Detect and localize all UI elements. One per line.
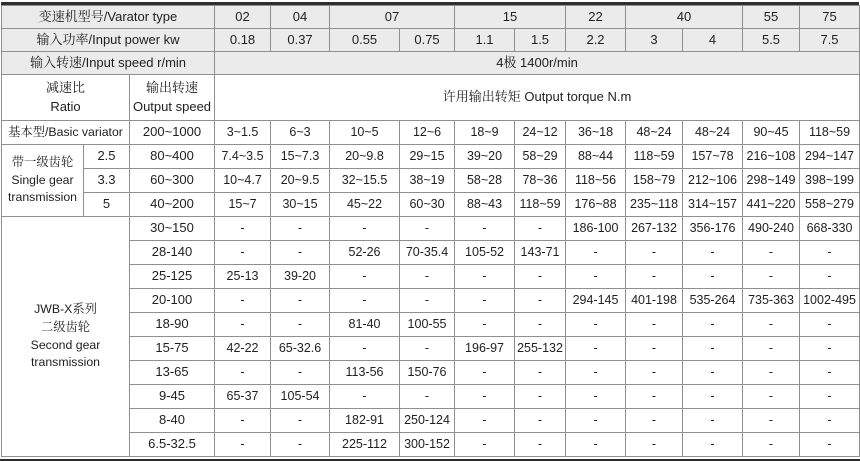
torque-cell: 65-32.6	[271, 337, 330, 361]
torque-cell: 294~147	[800, 145, 860, 169]
torque-cell: 39~20	[455, 145, 515, 169]
torque-cell: 186-100	[566, 217, 626, 241]
torque-cell: 558~279	[800, 193, 860, 217]
type-cell: 07	[330, 6, 455, 29]
torque-cell: 401-198	[626, 289, 683, 313]
torque-cell: 39-20	[271, 265, 330, 289]
torque-cell: -	[800, 385, 860, 409]
torque-cell: -	[683, 409, 743, 433]
second-gear-label: JWB-X系列 二级齿轮 Second gear transmission	[2, 217, 130, 457]
torque-cell: -	[743, 385, 800, 409]
output-speed-cell: 80~400	[130, 145, 215, 169]
torque-cell: -	[400, 265, 455, 289]
torque-cell: -	[626, 241, 683, 265]
torque-cell: -	[566, 409, 626, 433]
varator-type-label: 变速机型号/Varator type	[2, 6, 215, 29]
torque-cell: 45~22	[330, 193, 400, 217]
type-cell: 02	[215, 6, 271, 29]
torque-cell: -	[743, 433, 800, 457]
input-power-label: 输入功率/Input power kw	[2, 29, 215, 52]
power-cell: 2.2	[566, 29, 626, 52]
torque-cell: 12~6	[400, 121, 455, 145]
torque-cell: 18~9	[455, 121, 515, 145]
torque-cell: 267-132	[626, 217, 683, 241]
torque-cell: -	[215, 241, 271, 265]
torque-cell: -	[455, 313, 515, 337]
torque-cell: -	[683, 265, 743, 289]
input-speed-label: 输入转速/Input speed r/min	[2, 52, 215, 75]
output-speed-cell: 25-125	[130, 265, 215, 289]
torque-cell: -	[626, 433, 683, 457]
type-cell: 22	[566, 6, 626, 29]
output-speed-cell: 18-90	[130, 313, 215, 337]
torque-cell: 7.4~3.5	[215, 145, 271, 169]
torque-cell: -	[743, 241, 800, 265]
power-cell: 0.18	[215, 29, 271, 52]
torque-cell: -	[626, 385, 683, 409]
torque-cell: 668-330	[800, 217, 860, 241]
table-frame	[1, 2, 859, 457]
torque-cell: -	[743, 337, 800, 361]
torque-cell: -	[515, 361, 566, 385]
torque-cell: -	[626, 361, 683, 385]
torque-cell: -	[400, 289, 455, 313]
torque-cell: 441~220	[743, 193, 800, 217]
torque-cell: 300-152	[400, 433, 455, 457]
output-speed-cell: 13-65	[130, 361, 215, 385]
torque-cell: 70-35.4	[400, 241, 455, 265]
torque-cell: -	[400, 337, 455, 361]
torque-cell: 3~1.5	[215, 121, 271, 145]
torque-cell: -	[743, 409, 800, 433]
torque-cell: -	[515, 409, 566, 433]
torque-cell: -	[800, 433, 860, 457]
output-speed-cell: 60~300	[130, 169, 215, 193]
torque-cell: 48~24	[683, 121, 743, 145]
torque-cell: 10~4.7	[215, 169, 271, 193]
torque-cell: -	[271, 289, 330, 313]
torque-cell: -	[800, 241, 860, 265]
torque-cell: -	[566, 337, 626, 361]
power-cell: 7.5	[800, 29, 860, 52]
power-cell: 1.1	[455, 29, 515, 52]
output-speed-cell: 8-40	[130, 409, 215, 433]
torque-cell: -	[683, 361, 743, 385]
torque-cell: -	[515, 289, 566, 313]
torque-cell: -	[271, 361, 330, 385]
ratio-header: 减速比 Ratio	[2, 75, 130, 121]
torque-cell: 294-145	[566, 289, 626, 313]
torque-cell: -	[215, 361, 271, 385]
variator-spec-table	[1, 5, 860, 457]
torque-cell: 36~18	[566, 121, 626, 145]
torque-cell: 118~59	[626, 145, 683, 169]
torque-cell: -	[743, 313, 800, 337]
torque-cell: -	[215, 289, 271, 313]
torque-cell: -	[271, 409, 330, 433]
torque-cell: 30~15	[271, 193, 330, 217]
torque-cell: 314~157	[683, 193, 743, 217]
torque-cell: -	[566, 385, 626, 409]
torque-cell: 250-124	[400, 409, 455, 433]
torque-cell: 113-56	[330, 361, 400, 385]
torque-cell: -	[626, 265, 683, 289]
torque-cell: 212~106	[683, 169, 743, 193]
torque-cell: 176~88	[566, 193, 626, 217]
torque-cell: 24~12	[515, 121, 566, 145]
torque-cell: -	[271, 313, 330, 337]
torque-cell: 105-52	[455, 241, 515, 265]
torque-header: 许用输出转矩 Output torque N.m	[215, 75, 860, 121]
torque-cell: 15~7.3	[271, 145, 330, 169]
input-speed-value: 4极 1400r/min	[215, 52, 860, 75]
output-speed-cell: 40~200	[130, 193, 215, 217]
torque-cell: 490-240	[743, 217, 800, 241]
torque-cell: 52-26	[330, 241, 400, 265]
torque-cell: -	[330, 385, 400, 409]
torque-cell: 118~59	[515, 193, 566, 217]
torque-cell: -	[515, 265, 566, 289]
torque-cell: -	[683, 313, 743, 337]
torque-cell: -	[215, 433, 271, 457]
torque-cell: -	[455, 433, 515, 457]
torque-cell: 143-71	[515, 241, 566, 265]
torque-cell: -	[566, 241, 626, 265]
output-speed-cell: 9-45	[130, 385, 215, 409]
power-cell: 0.37	[271, 29, 330, 52]
torque-cell: -	[626, 337, 683, 361]
power-cell: 3	[626, 29, 683, 52]
torque-cell: -	[330, 265, 400, 289]
output-speed-cell: 200~1000	[130, 121, 215, 145]
torque-cell: -	[566, 361, 626, 385]
torque-cell: -	[455, 217, 515, 241]
torque-cell: -	[515, 313, 566, 337]
torque-cell: 58~28	[455, 169, 515, 193]
torque-cell: -	[455, 385, 515, 409]
torque-cell: 255-132	[515, 337, 566, 361]
torque-cell: -	[455, 409, 515, 433]
torque-cell: 157~78	[683, 145, 743, 169]
torque-cell: -	[683, 385, 743, 409]
torque-cell: -	[683, 433, 743, 457]
torque-cell: 38~19	[400, 169, 455, 193]
torque-cell: 90~45	[743, 121, 800, 145]
torque-cell: -	[566, 313, 626, 337]
basic-variator-label: 基本型/Basic variator	[2, 121, 130, 145]
torque-cell: 225-112	[330, 433, 400, 457]
torque-cell: -	[743, 265, 800, 289]
torque-cell: 25-13	[215, 265, 271, 289]
torque-cell: -	[455, 265, 515, 289]
torque-cell: 20~9.8	[330, 145, 400, 169]
torque-cell: 6~3	[271, 121, 330, 145]
output-speed-cell: 20-100	[130, 289, 215, 313]
output-speed-header: 输出转速 Output speed	[130, 75, 215, 121]
type-cell: 40	[626, 6, 743, 29]
torque-cell: 158~79	[626, 169, 683, 193]
torque-cell: 60~30	[400, 193, 455, 217]
torque-cell: -	[330, 289, 400, 313]
torque-cell: -	[271, 433, 330, 457]
torque-cell: -	[271, 241, 330, 265]
torque-cell: -	[800, 409, 860, 433]
output-speed-cell: 6.5-32.5	[130, 433, 215, 457]
ratio-cell: 3.3	[84, 169, 130, 193]
torque-cell: -	[330, 337, 400, 361]
torque-cell: -	[515, 217, 566, 241]
torque-cell: -	[683, 241, 743, 265]
torque-cell: -	[626, 313, 683, 337]
torque-cell: 65-37	[215, 385, 271, 409]
torque-cell: 182-91	[330, 409, 400, 433]
output-speed-cell: 15-75	[130, 337, 215, 361]
torque-cell: 118~59	[800, 121, 860, 145]
torque-cell: 58~29	[515, 145, 566, 169]
torque-cell: 235~118	[626, 193, 683, 217]
torque-cell: 88~43	[455, 193, 515, 217]
torque-cell: -	[215, 409, 271, 433]
torque-cell: -	[400, 385, 455, 409]
torque-cell: -	[743, 361, 800, 385]
output-speed-cell: 28-140	[130, 241, 215, 265]
torque-cell: -	[800, 337, 860, 361]
torque-cell: -	[800, 313, 860, 337]
torque-cell: -	[800, 361, 860, 385]
torque-cell: 10~5	[330, 121, 400, 145]
torque-cell: -	[215, 217, 271, 241]
torque-cell: 216~108	[743, 145, 800, 169]
type-cell: 55	[743, 6, 800, 29]
torque-cell: -	[566, 265, 626, 289]
torque-cell: 535-264	[683, 289, 743, 313]
power-cell: 0.75	[400, 29, 455, 52]
type-cell: 75	[800, 6, 860, 29]
torque-cell: -	[271, 217, 330, 241]
torque-cell: 20~9.5	[271, 169, 330, 193]
torque-cell: -	[515, 433, 566, 457]
torque-cell: 356-176	[683, 217, 743, 241]
torque-cell: 735-363	[743, 289, 800, 313]
torque-cell: 1002-495	[800, 289, 860, 313]
torque-cell: 42-22	[215, 337, 271, 361]
torque-cell: 78~36	[515, 169, 566, 193]
power-cell: 4	[683, 29, 743, 52]
torque-cell: 196-97	[455, 337, 515, 361]
torque-cell: 100-55	[400, 313, 455, 337]
torque-cell: -	[455, 289, 515, 313]
torque-cell: -	[626, 409, 683, 433]
torque-cell: -	[515, 385, 566, 409]
single-gear-label: 带一级齿轮 Single gear transmission	[2, 145, 84, 217]
torque-cell: 88~44	[566, 145, 626, 169]
torque-cell: 298~149	[743, 169, 800, 193]
type-cell: 15	[455, 6, 566, 29]
torque-cell: 150-76	[400, 361, 455, 385]
torque-cell: -	[566, 433, 626, 457]
torque-cell: -	[400, 217, 455, 241]
torque-cell: -	[683, 337, 743, 361]
torque-cell: -	[215, 313, 271, 337]
table-body	[2, 6, 860, 457]
power-cell: 1.5	[515, 29, 566, 52]
torque-cell: 118~56	[566, 169, 626, 193]
torque-cell: 48~24	[626, 121, 683, 145]
torque-cell: 32~15.5	[330, 169, 400, 193]
torque-cell: 29~15	[400, 145, 455, 169]
power-cell: 0.55	[330, 29, 400, 52]
torque-cell: -	[330, 217, 400, 241]
torque-cell: 81-40	[330, 313, 400, 337]
type-cell: 04	[271, 6, 330, 29]
torque-cell: -	[455, 361, 515, 385]
torque-cell: 15~7	[215, 193, 271, 217]
torque-cell: -	[800, 265, 860, 289]
torque-cell: 105-54	[271, 385, 330, 409]
ratio-cell: 2.5	[84, 145, 130, 169]
output-speed-cell: 30~150	[130, 217, 215, 241]
torque-cell: 398~199	[800, 169, 860, 193]
power-cell: 5.5	[743, 29, 800, 52]
ratio-cell: 5	[84, 193, 130, 217]
